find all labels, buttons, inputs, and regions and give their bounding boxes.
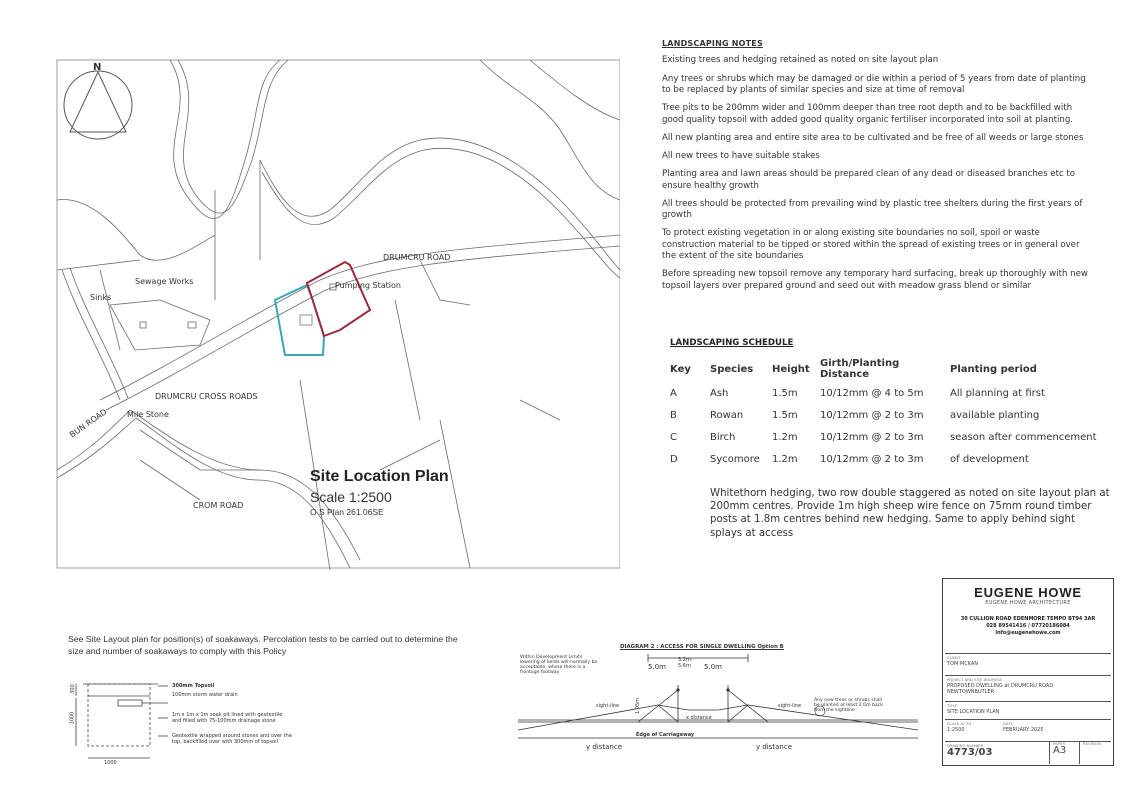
mile-stone-label: Mile Stone [127, 410, 169, 419]
dim-left: 5.0m [648, 663, 666, 671]
project-line-2: NEWTOWNBUTLER [947, 689, 995, 695]
paper-size: A3 [1053, 745, 1067, 756]
cell-girth: 10/12mm @ 2 to 3m [820, 431, 924, 443]
cell-species: Sycomore [710, 453, 760, 465]
client-value: TOM MCKAN [947, 661, 979, 667]
cell-height: 1.5m [772, 409, 798, 421]
table-row [666, 404, 1104, 426]
cell-period: season after commencement [950, 431, 1097, 443]
site-location-scale: Scale 1:2500 [310, 489, 392, 505]
scale-date-row: SCALE AT A3 1:2500 DATE FEBRUARY 2025 [945, 719, 1111, 742]
sinks-label: Sinks [90, 293, 112, 302]
company-subtitle: EUGENE HOWE ARCHITECTURE [985, 600, 1071, 606]
cell-girth: 10/12mm @ 4 to 5m [820, 387, 924, 399]
landscaping-schedule-table [666, 356, 1104, 470]
dim-right: 5.0m [704, 663, 722, 671]
diagram2-note-right: Any new trees or shrubs shall be planted at least 2.0m back from the sightline [814, 698, 883, 713]
note-item: Tree pits to be 200mm wider and 100mm deeper than tree root depth and to be backfilled with good quality topsoil with added good quality organic fertiliser incorporated into soil at planting. [662, 103, 1074, 125]
company-address: 30 CULLION ROAD EDENMORE TEMPO BT94 3AR [960, 616, 1096, 622]
drumcru-road-label: DRUMCRU ROAD [383, 253, 451, 262]
note-item: To protect existing vegetation in or along existing site boundaries no soil, spoil or waste construction material to be tipped or stored within the spread of existing trees or in general over the extent of the site boundaries [662, 228, 1080, 262]
column-header: Species [710, 363, 754, 375]
project-row: PROJECT AND SITE ADDRESS PROPOSED DWELLING at DRUMCRU ROAD NEWTOWNBUTLER [945, 675, 1111, 696]
cell-period: All planning at first [950, 387, 1045, 399]
soakaway-depth-dim: 1000 [69, 711, 76, 725]
sight-line-left-label: sight-line [596, 703, 620, 709]
company-email: info@eugenehowe.com [995, 630, 1061, 636]
table-row [666, 426, 1104, 448]
note-item: All trees should be protected from prevailing wind by plastic tree shelters during the first years of growth [662, 198, 1083, 221]
note-item: All new planting area and entire site area to be cultivated and be free of all weeds or large stones [662, 132, 1084, 143]
date-value: FEBRUARY 2025 [1003, 727, 1044, 733]
cell-species: Birch [710, 431, 736, 443]
project-line-1: PROPOSED DWELLING at DRUMCRU ROAD [947, 683, 1054, 689]
table-row [666, 382, 1104, 404]
dim-mid: 3.2m- 5.6m [678, 657, 693, 669]
cell-girth: 10/12mm @ 2 to 3m [820, 453, 924, 465]
landscaping-notes-heading: LANDSCAPING NOTES [662, 39, 763, 48]
cell-period: of development [950, 453, 1029, 465]
column-header: Planting period [950, 363, 1037, 375]
cell-girth: 10/12mm @ 2 to 3m [820, 409, 924, 421]
cell-period: available planting [950, 409, 1040, 421]
hedging-note: Whitethorn hedging, two row double staggered as noted on site layout plan at 200mm centres. Provide 1m high sheep wire fence on 75mm round timber posts at 1.8m centres behind new hedging. Same to apply behind sight splays at access [710, 488, 1110, 539]
crom-road-label: CROM ROAD [193, 501, 244, 510]
soakaway-note: See Site Layout plan for position(s) of soakaways. Percolation tests to be carried out to determine the size and number of soakaways to comply with this Policy [68, 634, 458, 656]
column-header: Girth/Planting Distance [820, 358, 900, 380]
drawing-title: SITE LOCATION PLAN [947, 709, 1000, 715]
north-arrow-icon [64, 71, 132, 139]
y-distance-left-label: y distance [586, 743, 623, 751]
column-header: Height [772, 363, 810, 375]
cell-species: Rowan [710, 409, 744, 421]
soakaway-width-dim: 1000 [104, 760, 117, 766]
sight-line-right-label: sight-line [778, 703, 802, 709]
company-phone: 028 89541416 / 07720186084 [986, 623, 1070, 629]
soakaway-top-dim: 300 [69, 684, 76, 694]
table-header-row [666, 356, 1104, 382]
landscaping-schedule-heading: LANDSCAPING SCHEDULE [670, 338, 794, 348]
table-row [666, 448, 1104, 470]
cell-key: D [670, 453, 678, 465]
cell-species: Ash [710, 387, 729, 399]
cell-key: A [670, 387, 677, 399]
soakaway-drain-label: 100mm storm water drain [172, 692, 238, 698]
diagram2-title: DIAGRAM 2 : ACCESS FOR SINGLE DWELLING Option B [620, 644, 784, 650]
soakaway-topsoil-label: 300mm Topsoil [172, 683, 215, 689]
note-item: Before spreading new topsoil remove any temporary hard surfacing, break up thoroughly with new topsoil layers over prepared ground and seed out with meadow grass blend or similar [662, 269, 1088, 291]
x-distance-label: x distance [686, 715, 712, 721]
drawing-number: 4773/03 [947, 747, 993, 758]
height-label: 1.05m [635, 697, 642, 715]
note-item: Any trees or shrubs which may be damaged or die within a period of 5 years from date of planting to be replaced by plants of similar species and size at time of removal [662, 73, 1086, 96]
cell-height: 1.2m [772, 431, 798, 443]
bun-road-label: BUN ROAD [68, 407, 109, 440]
soakaway-geotextile-label: Geotextile wrapped around stones and over the top, backfilled over with 300mm of topsoil [172, 733, 292, 745]
os-plan-reference: O S Plan 261.06SE [310, 507, 384, 517]
cell-height: 1.5m [772, 387, 798, 399]
client-row: CLIENT TOM MCKAN [945, 653, 1111, 668]
edge-of-carriageway-label: Edge of Carriageway [636, 732, 695, 738]
scale-value: 1:2500 [947, 727, 965, 733]
cell-height: 1.2m [772, 453, 798, 465]
note-item: All new trees to have suitable stakes [662, 151, 820, 162]
landscaping-notes [662, 38, 1092, 299]
sewage-works-label: Sewage Works [135, 277, 194, 286]
drumcru-cross-roads-label: DRUMCRU CROSS ROADS [155, 392, 258, 401]
cell-key: C [670, 431, 677, 443]
blue-land-boundary [275, 285, 324, 355]
y-distance-right-label: y distance [756, 743, 793, 751]
north-label: N [93, 62, 102, 73]
title-row: TITLE SITE LOCATION PLAN [945, 701, 1111, 716]
pumping-station-label: Pumping Station [335, 281, 401, 290]
diagram2-note-left: Within Development Limits lowering of kerbs will normally be acceptable, where there is a frontage footway [520, 655, 598, 675]
note-item: Planting area and lawn areas should be prepared clean of any dead or diseased branches etc to ensure healthy growth [662, 169, 1076, 191]
title-block [942, 578, 1114, 766]
column-header: Key [670, 363, 691, 375]
soakaway-pit-label: 1m x 1m x 1m soak pit lined with geotextile and filled with 75-100mm drainage stone [172, 712, 283, 724]
cell-key: B [670, 409, 677, 421]
company-name: EUGENE HOWE [974, 585, 1082, 600]
note-item: Existing trees and hedging retained as noted on site layout plan [662, 55, 939, 66]
drawing-number-row: DRAWING NUMBER 4773/03 PAPER A3 REVISION [945, 741, 1111, 766]
site-location-title: Site Location Plan [310, 468, 449, 485]
